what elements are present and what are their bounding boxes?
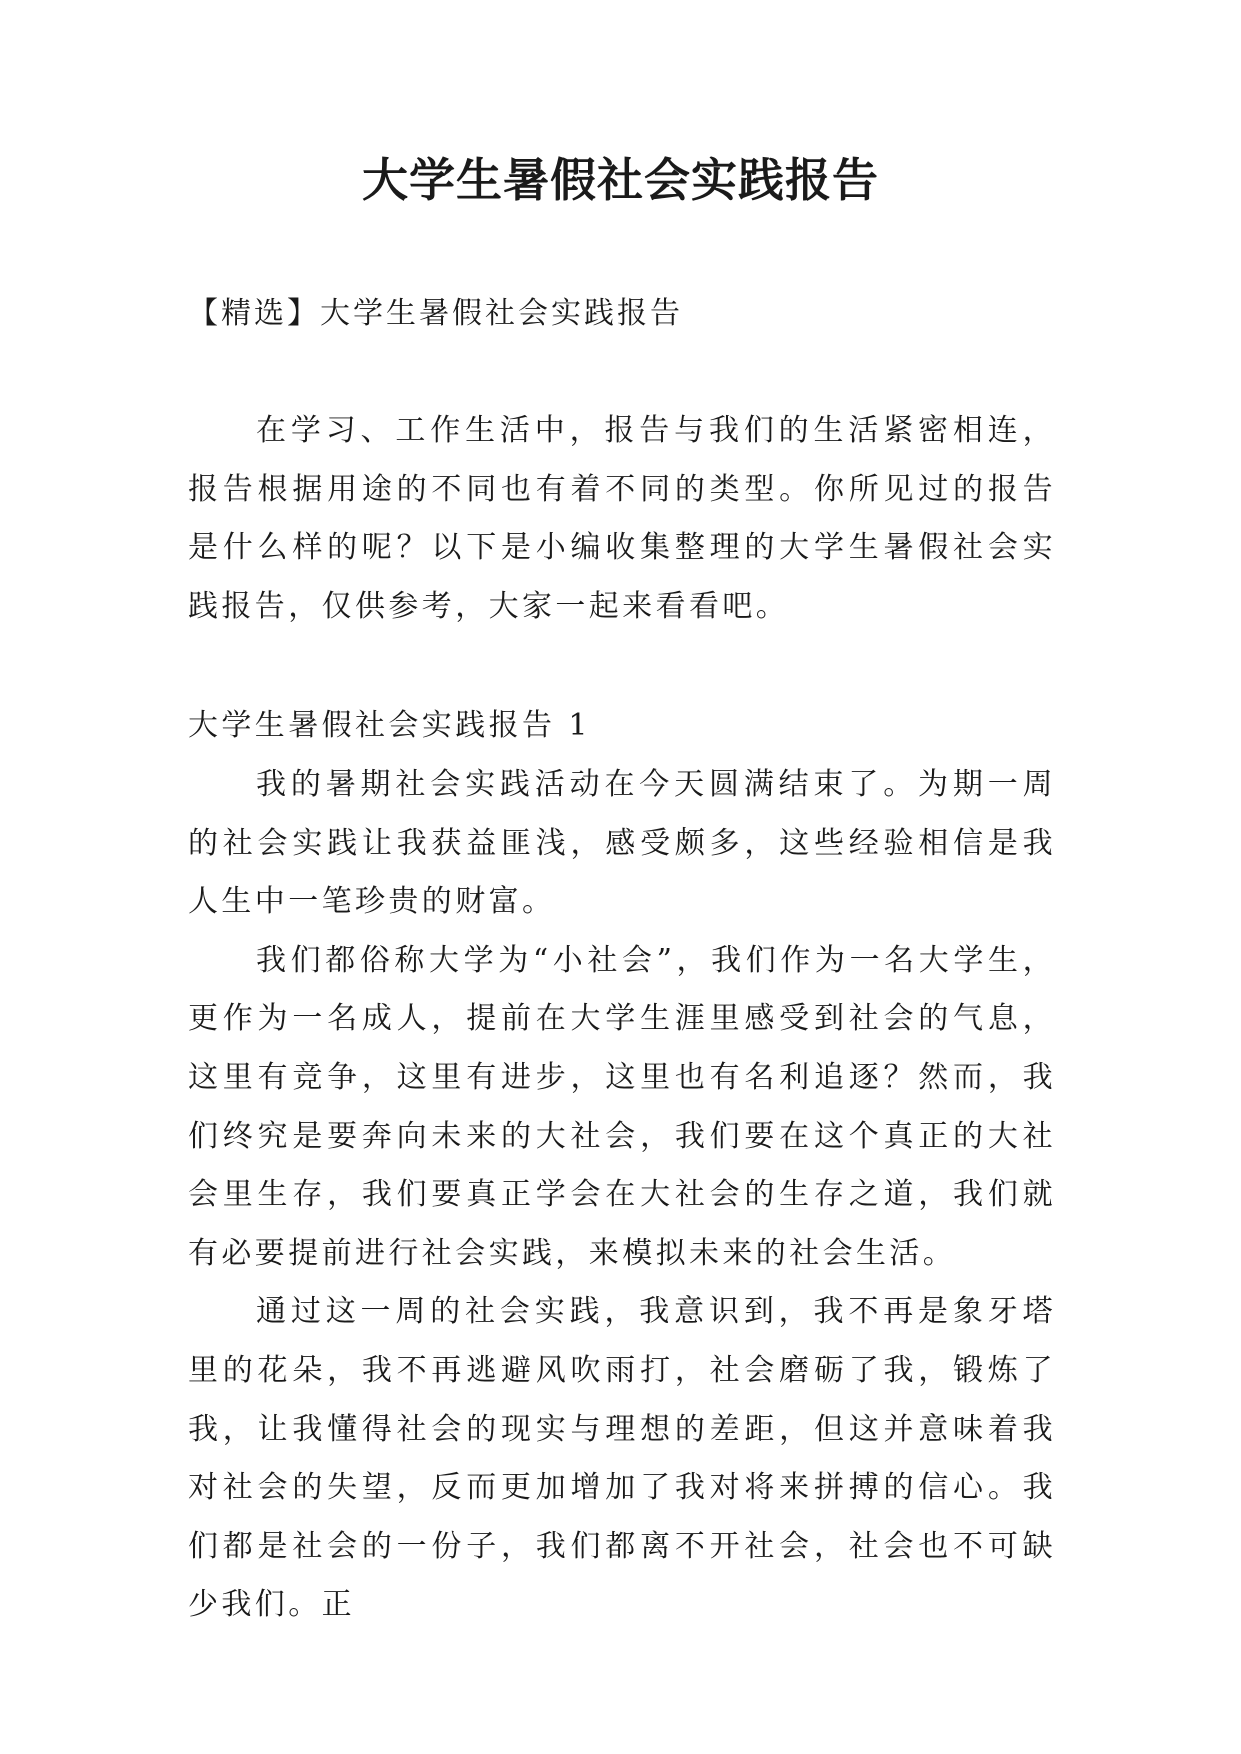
document-title: 大学生暑假社会实践报告: [362, 153, 879, 207]
section-heading: 大学生暑假社会实践报告 1: [188, 708, 591, 744]
document-subtitle: 【精选】大学生暑假社会实践报告: [188, 296, 683, 331]
intro-paragraph: 在学习、工作生活中，报告与我们的生活紧密相连，报告根据用途的不同也有着不同的类型。你所见过的报告是什么样的呢？以下是小编收集整理的大学生暑假社会实践报告，仅供参考，大家一起来看看吧。: [188, 413, 1056, 624]
document-body: [188, 402, 1056, 1635]
body-paragraph-1: 我的暑期社会实践活动在今天圆满结束了。为期一周的社会实践让我获益匪浅，感受颇多，这些经验相信是我人生中一笔珍贵的财富。: [188, 766, 1056, 920]
body-paragraph-3: 通过这一周的社会实践，我意识到，我不再是象牙塔里的花朵，我不再逃避风吹雨打，社会磨砺了我，锻炼了我，让我懂得社会的现实与理想的差距，但这并意味着我对社会的失望，反而更加增加了我对将来拼搏的信心。我们都是社会的一份子，我们都离不开社会，社会也不可缺少我们。正: [188, 1294, 1056, 1623]
body-paragraph-2: 我们都俗称大学为“小社会”，我们作为一名大学生，更作为一名成人，提前在大学生涯里感受到社会的气息，这里有竞争，这里有进步，这里也有名利追逐？然而，我们终究是要奔向未来的大社会，我们要在这个真正的大社会里生存，我们要真正学会在大社会的生存之道，我们就有必要提前进行社会实践，来模拟未来的社会生活。: [188, 942, 1056, 1271]
